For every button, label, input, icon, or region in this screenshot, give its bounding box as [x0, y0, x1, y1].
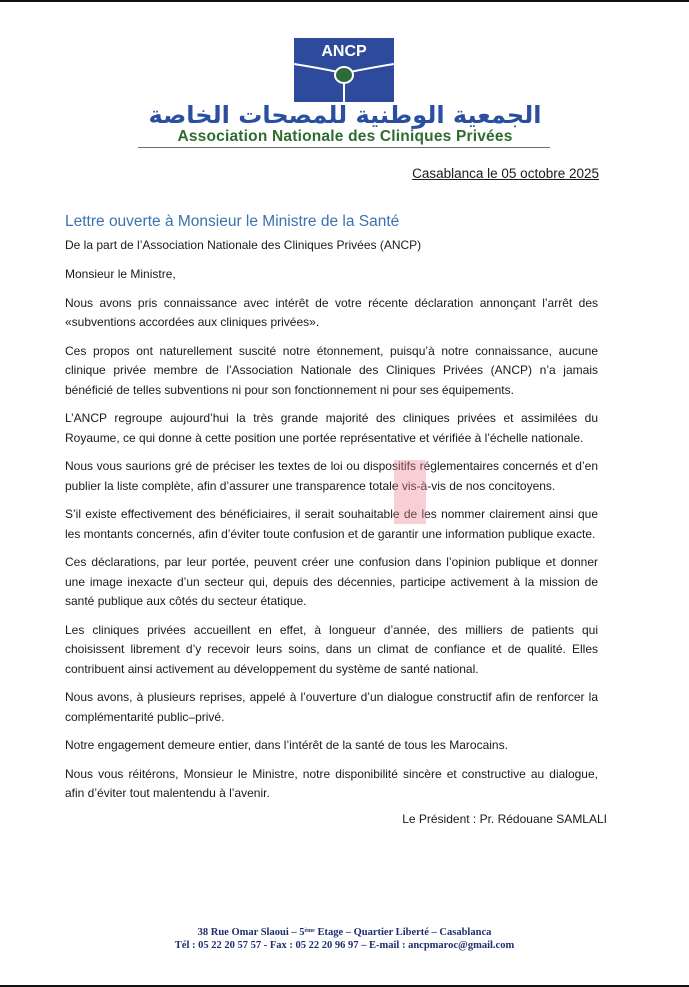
letter-title: Lettre ouverte à Monsieur le Ministre de la Santé [65, 213, 400, 230]
paragraph: Notre engagement demeure entier, dans l’intérêt de la santé de tous les Marocains. [65, 738, 508, 752]
paragraph: Les cliniques privées accueillent en effet, à longueur d’année, des milliers de patients qui choisissent librement d’y recevoir leurs soins, dans un climat de confiance et de qualité. Elles contribuent ainsi activement au développement du système de santé national. [65, 622, 598, 676]
salutation: Monsieur le Ministre, [65, 267, 176, 281]
paragraph: S’il existe effectivement des bénéficiaires, il serait souhaitable de les nommer clairement ainsi que les montants concernés, afin d’éviter toute confusion et de garantir une information publique exacte. [65, 507, 598, 541]
date-line: Casablanca le 05 octobre 2025 [412, 166, 599, 181]
logo-text: ANCP [321, 43, 367, 60]
organization-name-arabic: الجمعية الوطنية للمصحات الخاصة [148, 101, 542, 129]
ancp-logo-graphic [294, 38, 394, 102]
letter-subtitle: De la part de l’Association Nationale des Cliniques Privées (ANCP) [65, 238, 422, 252]
paragraph: Ces déclarations, par leur portée, peuvent créer une confusion dans l’opinion publique et donner une image inexacte d’un secteur qui, depuis des décennies, participe activement à la mission de santé publique aux côtés du secteur étatique. [65, 555, 598, 608]
footer-address-part: Etage – Quartier Liberté – Casablanca [314, 927, 492, 938]
paragraph: Nous avons, à plusieurs reprises, appelé à l’ouverture d’un dialogue constructif afin de renforcer la complémentarité public–privé. [65, 690, 598, 724]
header-divider [138, 147, 550, 148]
highlight-smudge [394, 460, 426, 524]
organization-name: Association Nationale des Cliniques Privées [177, 128, 513, 145]
letter-body [65, 212, 598, 813]
page-top-edge [0, 0, 689, 2]
footer-address-part: 38 Rue Omar Slaoui – 5 [197, 927, 305, 938]
paragraph: L’ANCP regroupe aujourd’hui la très grande majorité des cliniques privées et assimilées du Royaume, ce qui donne à cette position une portée représentative et vérifiée à l’échelle nationale. [65, 411, 598, 445]
ancp-logo [294, 38, 394, 102]
paragraph: Ces propos ont naturellement suscité notre étonnement, puisqu’à notre connaissance, aucune clinique privée membre de l’Association Nationale des Cliniques Privées (ANCP) n’a jamais bénéficié de telles subventions ni pour son fonctionnement ni pour ses équipements. [65, 343, 598, 397]
paragraph: Nous avons pris connaissance avec intérêt de votre récente déclaration annonçant l’arrêt des «subventions accordées aux cliniques privées». [65, 295, 598, 329]
signature: Le Président : Pr. Rédouane SAMLALI [402, 812, 607, 826]
paragraph: Nous vous saurions gré de préciser les textes de loi ou dispositifs réglementaires concernés et d’en publier la liste complète, afin d’assurer une transparence totale vis-à-vis de nos concitoyens. [65, 459, 598, 493]
footer-contact: Tél : 05 22 20 57 57 - Fax : 05 22 20 96 97 – E-mail : ancpmaroc@gmail.com [174, 940, 515, 951]
footer-address [100, 926, 589, 939]
paragraph: Nous vous réitérons, Monsieur le Ministre, notre disponibilité sincère et constructive au dialogue, afin d’éviter tout malentendu à l’avenir. [65, 766, 598, 800]
footer-address-superscript: ème [304, 928, 315, 934]
logo-circle [335, 67, 353, 83]
footer [100, 926, 589, 952]
